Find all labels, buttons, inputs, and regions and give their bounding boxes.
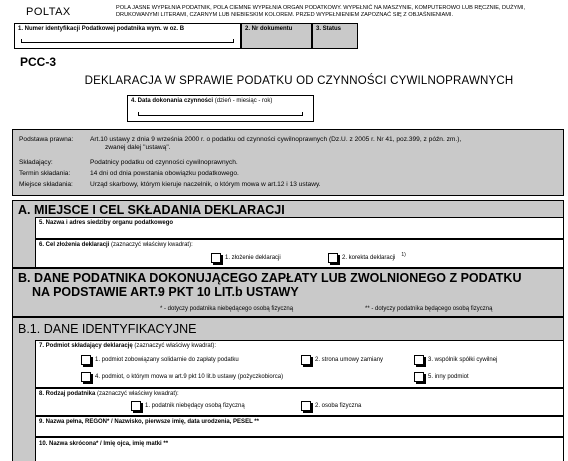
field-5-tax-office[interactable] <box>35 217 564 239</box>
option-declaration-label: 1. złożenie deklaracji <box>225 254 281 261</box>
legal-basis-line1: Art.10 ustawy z dnia 9 września 2000 r. o podatku od czynności cywilnoprawnych (Dz.U. z 2005 r. Nr 41, poz.399, z późn. zm.), <box>90 136 462 143</box>
checkbox-declaration[interactable] <box>211 253 221 263</box>
deadline-label: Termin składania: <box>19 170 71 177</box>
f7-option-4[interactable] <box>81 372 283 382</box>
f8-option-1[interactable] <box>131 401 245 411</box>
field-6-label-text: 6. Cel złożenia deklaracji <box>39 242 110 248</box>
place-value: Urząd skarbowy, którym kieruje naczelnik, o którym mowa w art.12 i 13 ustawy. <box>90 181 321 188</box>
field-8-label <box>39 391 179 398</box>
f8-option-1-label: 1. podatnik niebędący osobą fizyczną <box>145 402 245 409</box>
section-b1-title: B.1. DANE IDENTYFIKACYJNE <box>18 322 197 336</box>
instructions-line1: POLA JASNE WYPEŁNIA PODATNIK, POLA CIEMNE WYPEŁNIA ORGAN PODATKOWY. WYPEŁNIĆ NA MASZYNIE, KOMPUTEROWO LUB RĘCZNIE, DUŻYMI, <box>116 5 526 11</box>
field-1-label: 1. Numer identyfikacji Podatkowej podatnika wym. w oz. B <box>18 26 185 32</box>
section-b-title <box>18 271 521 299</box>
note-natural-person: ** - dotyczy podatnika będącego osobą fizyczną <box>365 306 493 312</box>
place-label: Miejsce składania: <box>19 181 73 188</box>
field-3-label: 3. Status <box>316 26 342 32</box>
legal-basis-text <box>90 136 560 152</box>
footnote-1: 1) <box>401 251 406 258</box>
f7-option-3[interactable] <box>414 355 497 365</box>
info-block <box>12 129 564 196</box>
form-title: DEKLARACJA W SPRAWIE PODATKU OD CZYNNOŚCI CYWILNOPRAWNYCH <box>84 75 514 87</box>
f7-option-1-label: 1. podmiot zobowiązany solidarnie do zapłaty podatku <box>95 356 239 363</box>
field-5-label: 5. Nazwa i adres siedziby organu podatkowego <box>39 220 174 226</box>
field-8-taxpayer-type <box>35 388 564 416</box>
field-4-date[interactable] <box>127 95 314 122</box>
form-code: PCC-3 <box>20 55 57 69</box>
filer-value: Podatnicy podatku od czynności cywilnoprawnych. <box>90 159 238 166</box>
section-b <box>12 268 564 317</box>
field-6-purpose <box>35 239 564 268</box>
field-2-document-number <box>241 23 312 49</box>
instructions <box>116 5 556 19</box>
checkbox-f7-1[interactable] <box>81 355 91 365</box>
field-9-full-name[interactable] <box>35 416 564 437</box>
checkbox-f7-2[interactable] <box>301 355 311 365</box>
field-4-hint: (dzień - miesiąc - rok) <box>214 98 273 104</box>
f7-option-1[interactable] <box>81 355 239 365</box>
filer-label: Składający: <box>19 159 53 166</box>
checkbox-f7-3[interactable] <box>414 355 424 365</box>
field-4-label <box>131 98 272 105</box>
field-9-label: 9. Nazwa pełna, REGON* / Nazwisko, pierwsze imię, data urodzenia, PESEL ** <box>39 419 259 425</box>
field-1-nip[interactable] <box>14 23 241 49</box>
checkbox-f7-5[interactable] <box>414 372 424 382</box>
option-declaration[interactable] <box>211 253 281 263</box>
section-a <box>12 200 564 268</box>
note-non-natural-person: * - dotyczy podatnika niebędącego osobą fizyczną <box>160 306 294 312</box>
checkbox-f8-1[interactable] <box>131 401 141 411</box>
date-tick-line <box>138 112 303 116</box>
section-b-title-line1: B. DANE PODATNIKA DOKONUJĄCEGO ZAPŁATY LUB ZWOLNIONEGO Z PODATKU <box>18 271 522 285</box>
section-b-title-line2: NA PODSTAWIE ART.9 PKT 10 LIT.b USTAWY <box>32 285 299 299</box>
poltax-logo: POLTAX <box>26 6 71 18</box>
field-6-label <box>39 242 193 249</box>
field-7-hint: (zaznaczyć właściwy kwadrat): <box>134 343 217 349</box>
section-a-title: A. MIEJSCE I CEL SKŁADANIA DEKLARACJI <box>18 203 285 217</box>
f7-option-5[interactable] <box>414 372 469 382</box>
deadline-value: 14 dni od dnia powstania obowiązku podatkowego. <box>90 170 239 177</box>
nip-tick-line <box>21 39 234 43</box>
field-6-hint: (zaznaczyć właściwy kwadrat): <box>111 242 193 248</box>
f7-option-4-label: 4. podmiot, o którym mowa w art.9 pkt 10 lit.b ustawy (pożyczkobiorca) <box>95 373 284 380</box>
legal-basis-line2: zwanej dalej "ustawą". <box>105 144 171 151</box>
option-correction-label: 2. korekta deklaracji <box>342 254 396 261</box>
instructions-line2: DRUKOWANYMI LITERAMI, CZARNYM LUB NIEBIESKIM KOLOREM. PRZED WYPEŁNIENIEM ZAPOZNAĆ SIĘ Z OBJAŚNIENIAMI. <box>116 12 454 18</box>
f7-option-2-label: 2. strona umowy zamiany <box>315 356 384 363</box>
option-correction[interactable] <box>328 253 406 263</box>
checkbox-f8-2[interactable] <box>301 401 311 411</box>
field-7-label-text: 7. Podmiot składający deklarację <box>39 343 133 349</box>
field-7-filer-type <box>35 340 564 388</box>
f8-option-2-label: 2. osoba fizyczna <box>315 402 362 409</box>
f7-option-2[interactable] <box>301 355 383 365</box>
section-b1 <box>12 317 564 461</box>
field-3-status <box>312 23 358 49</box>
f7-option-5-label: 5. inny podmiot <box>428 373 469 380</box>
field-2-label: 2. Nr dokumentu <box>245 26 293 32</box>
field-4-label-text: 4. Data dokonania czynności <box>131 98 214 104</box>
checkbox-f7-4[interactable] <box>81 372 91 382</box>
field-8-label-text: 8. Rodzaj podatnika <box>39 391 96 397</box>
field-10-short-name[interactable] <box>35 437 564 461</box>
field-8-hint: (zaznaczyć właściwy kwadrat): <box>97 391 179 397</box>
legal-basis-label: Podstawa prawna: <box>19 136 74 143</box>
f8-option-2[interactable] <box>301 401 361 411</box>
checkbox-correction[interactable] <box>328 253 338 263</box>
field-7-label <box>39 343 216 350</box>
f7-option-3-label: 3. wspólnik spółki cywilnej <box>428 356 498 363</box>
field-10-label: 10. Nazwa skrócona* / Imię ojca, imię matki ** <box>39 441 169 447</box>
